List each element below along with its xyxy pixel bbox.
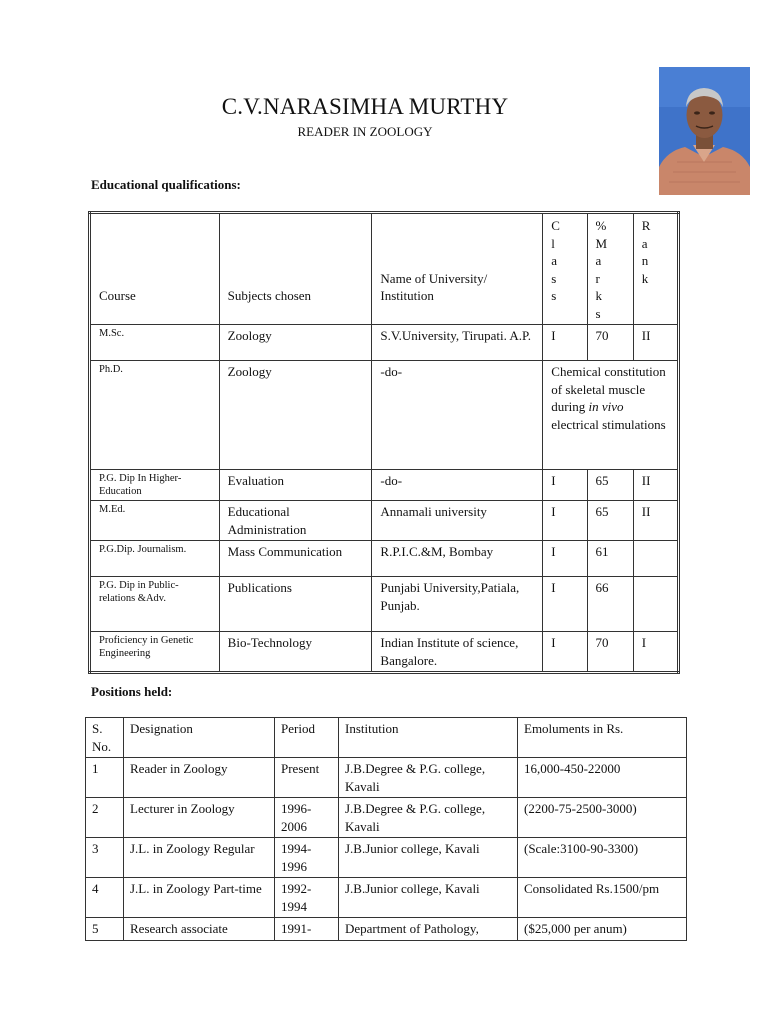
- university-cell: Punjabi University,Patiala, Punjab.: [372, 577, 543, 632]
- marks-cell: 70: [587, 632, 633, 673]
- header-institution: Institution: [339, 718, 518, 758]
- rank-cell: [633, 541, 678, 577]
- course-cell: M.Ed.: [90, 501, 220, 541]
- sno-cell: 1: [86, 758, 124, 798]
- marks-cell: 65: [587, 470, 633, 501]
- period-cell: Present: [275, 758, 339, 798]
- rank-cell: II: [633, 325, 678, 361]
- class-cell: I: [543, 541, 587, 577]
- subjects-cell: Educational Administration: [219, 501, 372, 541]
- rank-cell: I: [633, 632, 678, 673]
- class-cell: I: [543, 325, 587, 361]
- positions-heading: Positions held:: [91, 684, 173, 699]
- header-sno: S. No.: [86, 718, 124, 758]
- course-cell: M.Sc.: [90, 325, 220, 361]
- designation-cell: J.L. in Zoology Part-time: [124, 878, 275, 918]
- table-row: [86, 758, 687, 798]
- header-designation: Designation: [124, 718, 275, 758]
- rank-cell: II: [633, 501, 678, 541]
- sno-cell: 2: [86, 798, 124, 838]
- sno-cell: 5: [86, 918, 124, 941]
- marks-cell: 61: [587, 541, 633, 577]
- table-row: [90, 325, 679, 361]
- header-period: Period: [275, 718, 339, 758]
- table-row: [90, 501, 679, 541]
- university-cell: -do-: [372, 470, 543, 501]
- header-emoluments: Emoluments in Rs.: [518, 718, 687, 758]
- page-title: C.V.NARASIMHA MURTHY: [221, 94, 509, 119]
- table-row: [90, 470, 679, 501]
- university-cell: Annamali university: [372, 501, 543, 541]
- course-cell: Proficiency in Genetic Engineering: [90, 632, 220, 673]
- table-header-row: [86, 718, 687, 758]
- profile-photo: [659, 67, 750, 195]
- course-cell: P.G.Dip. Journalism.: [90, 541, 220, 577]
- institution-cell: J.B.Degree & P.G. college, Kavali: [339, 798, 518, 838]
- class-cell: I: [543, 577, 587, 632]
- sno-cell: 3: [86, 838, 124, 878]
- period-cell: 1992-1994: [275, 878, 339, 918]
- designation-cell: Research associate: [124, 918, 275, 941]
- class-cell: I: [543, 632, 587, 673]
- subjects-cell: Zoology: [219, 361, 372, 470]
- course-cell: P.G. Dip in Public- relations &Adv.: [90, 577, 220, 632]
- course-cell: Ph.D.: [90, 361, 220, 470]
- rank-cell: [633, 577, 678, 632]
- sno-cell: 4: [86, 878, 124, 918]
- class-cell: I: [543, 501, 587, 541]
- university-cell: R.P.I.C.&M, Bombay: [372, 541, 543, 577]
- designation-cell: Lecturer in Zoology: [124, 798, 275, 838]
- emoluments-cell: Consolidated Rs.1500/pm: [518, 878, 687, 918]
- thesis-cell: Chemical constitution of skeletal muscle during in vivo electrical stimulations: [543, 361, 679, 470]
- emoluments-cell: 16,000-450-22000: [518, 758, 687, 798]
- marks-cell: 66: [587, 577, 633, 632]
- table-row: [90, 632, 679, 673]
- designation-cell: J.L. in Zoology Regular: [124, 838, 275, 878]
- table-row: [86, 838, 687, 878]
- rank-cell: II: [633, 470, 678, 501]
- marks-cell: 70: [587, 325, 633, 361]
- header-rank: R a n k: [633, 213, 678, 325]
- designation-cell: Reader in Zoology: [124, 758, 275, 798]
- table-row: [90, 541, 679, 577]
- education-table: [88, 211, 680, 674]
- header-class: C l a s s: [543, 213, 587, 325]
- header-university: Name of University/ Institution: [372, 213, 543, 325]
- subjects-cell: Publications: [219, 577, 372, 632]
- table-row: [90, 361, 679, 470]
- period-cell: 1991-: [275, 918, 339, 941]
- subjects-cell: Mass Communication: [219, 541, 372, 577]
- university-cell: -do-: [372, 361, 543, 470]
- university-cell: S.V.University, Tirupati. A.P.: [372, 325, 543, 361]
- header-subjects: Subjects chosen: [219, 213, 372, 325]
- emoluments-cell: ($25,000 per anum): [518, 918, 687, 941]
- table-row: [86, 918, 687, 941]
- education-heading: Educational qualifications:: [91, 177, 241, 192]
- emoluments-cell: (Scale:3100-90-3300): [518, 838, 687, 878]
- institution-cell: Department of Pathology,: [339, 918, 518, 941]
- class-cell: I: [543, 470, 587, 501]
- positions-table: [85, 717, 687, 941]
- university-cell: Indian Institute of science, Bangalore.: [372, 632, 543, 673]
- header-marks: % M a r k s: [587, 213, 633, 325]
- subjects-cell: Bio-Technology: [219, 632, 372, 673]
- subjects-cell: Zoology: [219, 325, 372, 361]
- institution-cell: J.B.Junior college, Kavali: [339, 878, 518, 918]
- page-subtitle: READER IN ZOOLOGY: [297, 124, 433, 139]
- table-row: [86, 878, 687, 918]
- institution-cell: J.B.Degree & P.G. college, Kavali: [339, 758, 518, 798]
- marks-cell: 65: [587, 501, 633, 541]
- subjects-cell: Evaluation: [219, 470, 372, 501]
- course-cell: P.G. Dip In Higher- Education: [90, 470, 220, 501]
- table-row: [86, 798, 687, 838]
- period-cell: 1996-2006: [275, 798, 339, 838]
- table-header-row: [90, 213, 679, 325]
- emoluments-cell: (2200-75-2500-3000): [518, 798, 687, 838]
- period-cell: 1994-1996: [275, 838, 339, 878]
- institution-cell: J.B.Junior college, Kavali: [339, 838, 518, 878]
- table-row: [90, 577, 679, 632]
- header-course: Course: [90, 213, 220, 325]
